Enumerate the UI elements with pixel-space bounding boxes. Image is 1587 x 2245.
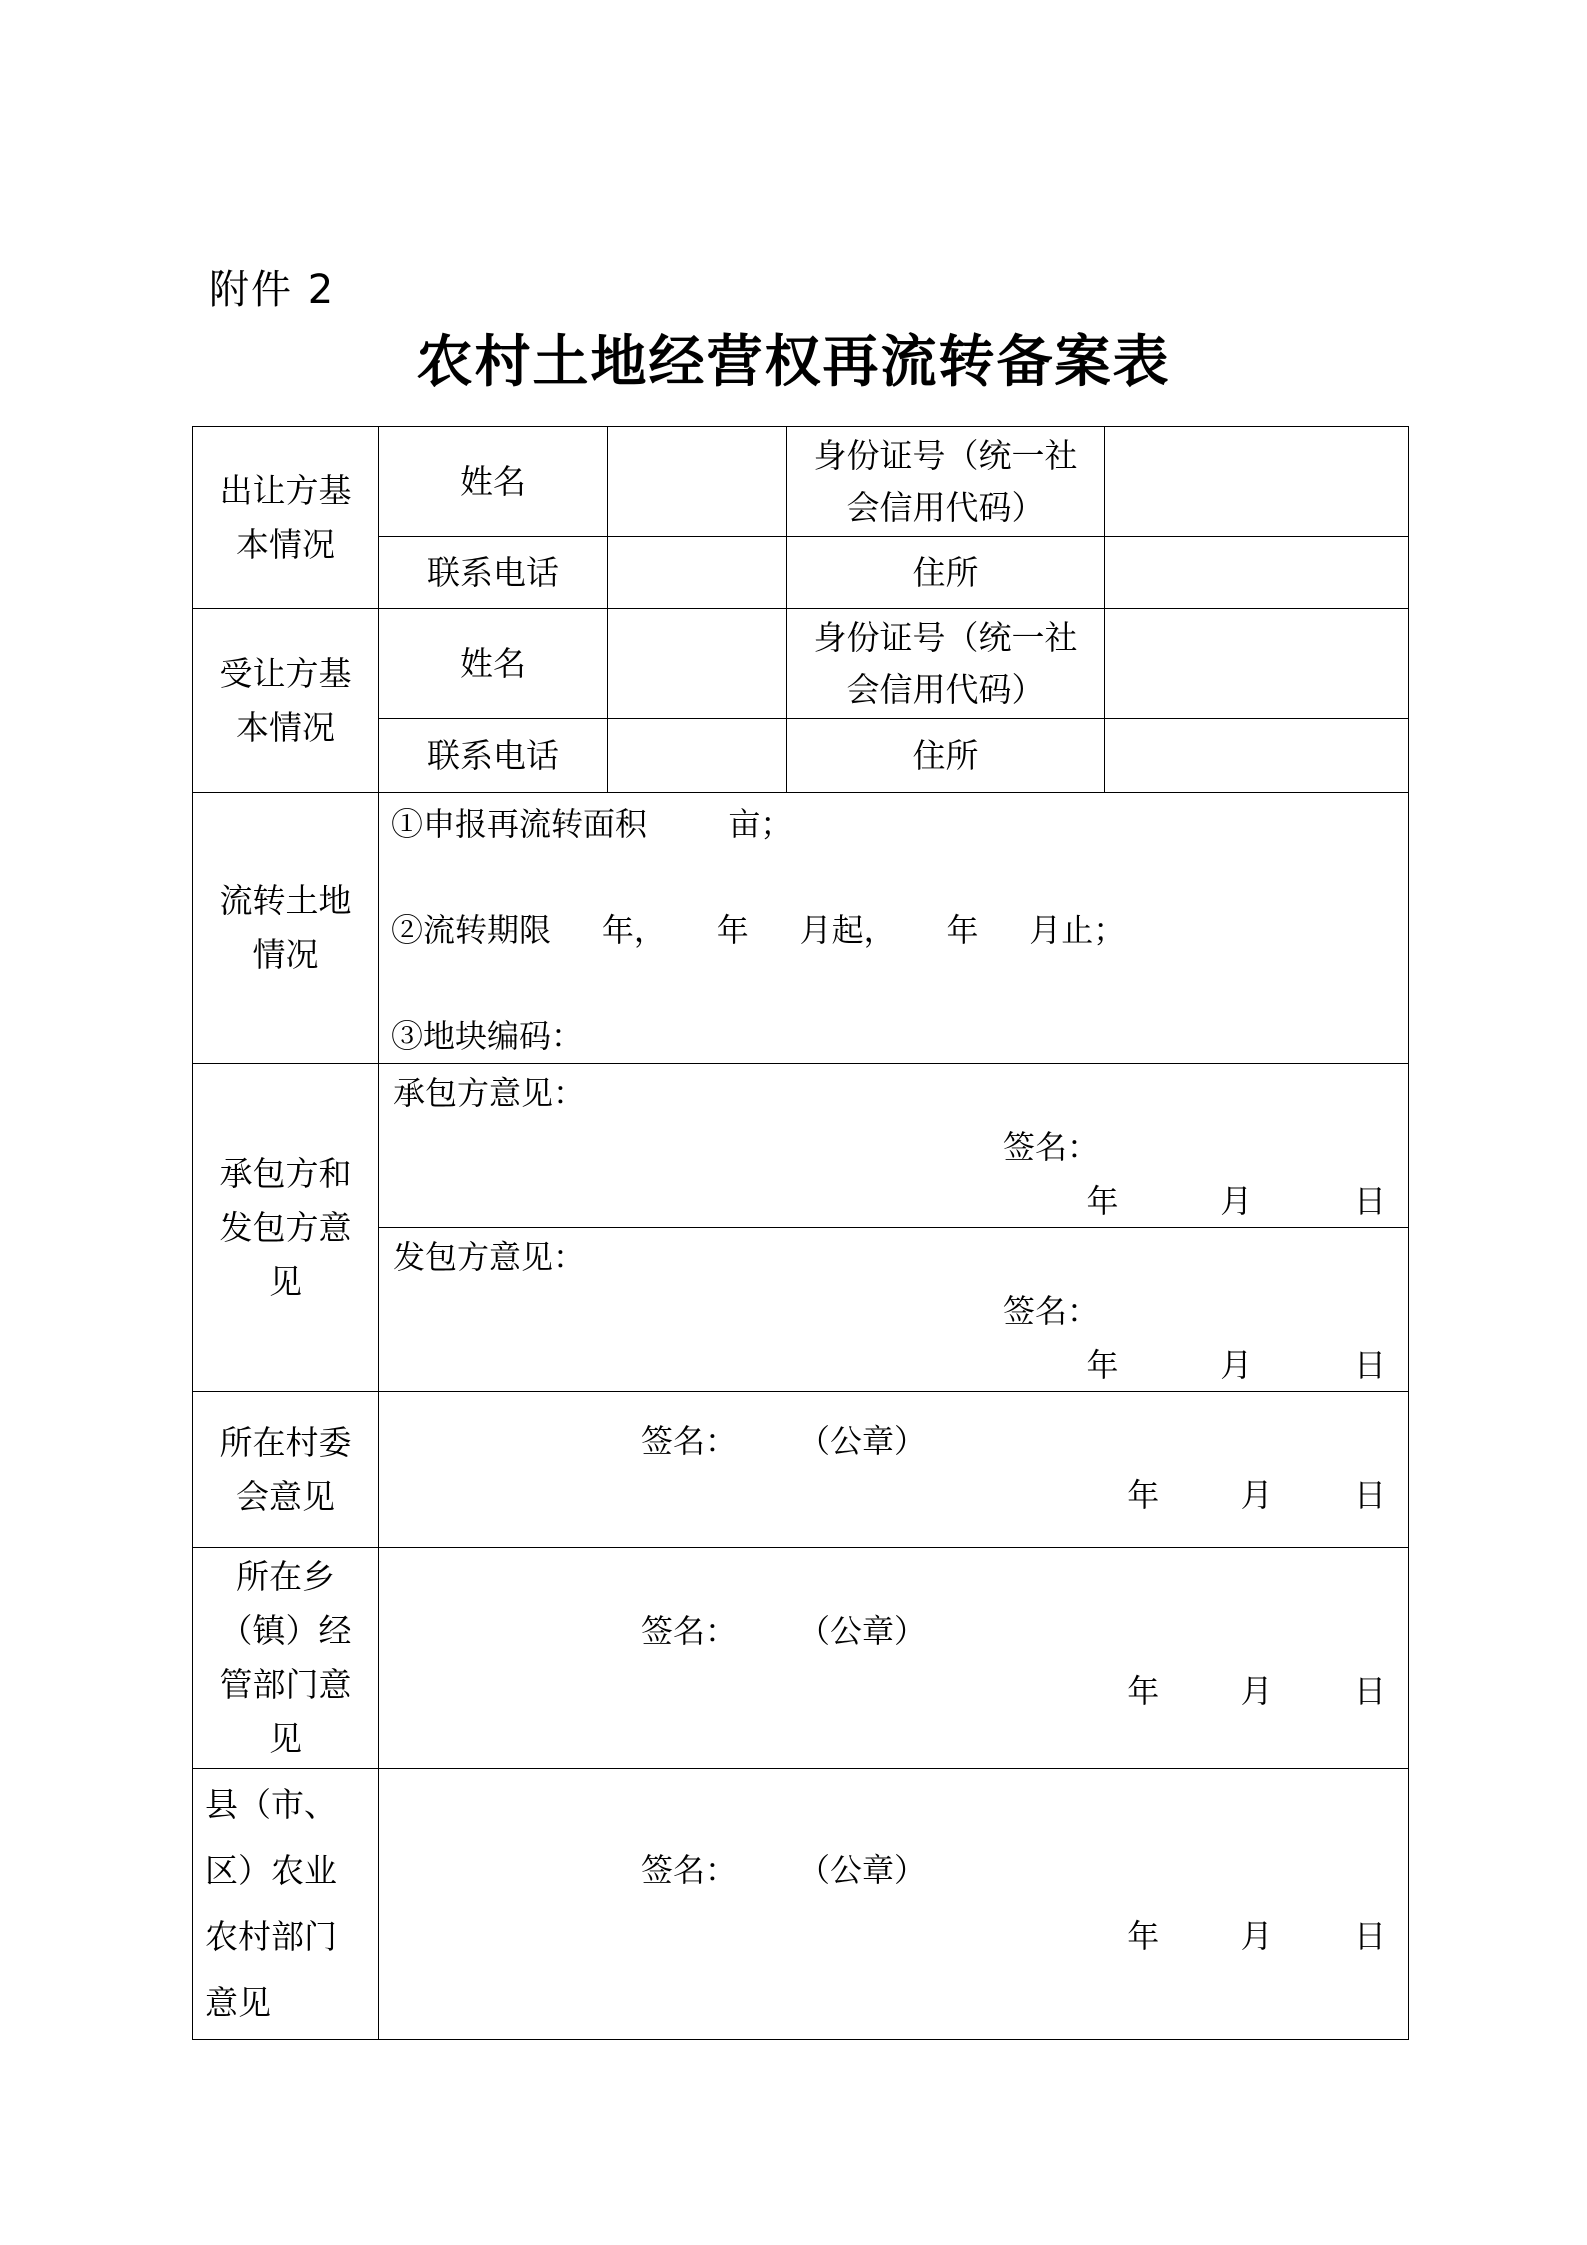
county-date: 年 月 日 — [1127, 1917, 1386, 1955]
village-opinion-cell[interactable] — [379, 1392, 1409, 1548]
land-area-item: ①申报再流转面积 亩； — [391, 805, 793, 843]
town-opinion-cell[interactable] — [379, 1548, 1409, 1769]
transferor-name-field[interactable] — [608, 427, 787, 537]
village-date: 年 月 日 — [1127, 1476, 1386, 1514]
transferee-address-label: 住所 — [787, 719, 1105, 793]
county-opinion-cell[interactable] — [379, 1769, 1409, 2040]
transferee-id-field[interactable] — [1105, 609, 1409, 719]
transferor-id-label: 身份证号（统一社会信用代码） — [787, 427, 1105, 537]
opinions-header: 承包方和发包方意见 — [193, 1064, 379, 1392]
transferor-address-field[interactable] — [1105, 537, 1409, 609]
town-signature-seal: 签名： （公章） — [641, 1612, 927, 1650]
transferor-name-label: 姓名 — [379, 427, 608, 537]
transferee-id-label: 身份证号（统一社会信用代码） — [787, 609, 1105, 719]
attachment-label: 附件 2 — [209, 267, 336, 313]
transferee-name-label: 姓名 — [379, 609, 608, 719]
transferee-header: 受让方基本情况 — [193, 609, 379, 793]
town-header: 所在乡（镇）经管部门意见 — [193, 1548, 379, 1769]
transferee-phone-field[interactable] — [608, 719, 787, 793]
issuer-opinion-cell[interactable] — [379, 1228, 1409, 1392]
village-header: 所在村委会意见 — [193, 1392, 379, 1548]
contractor-signature-label: 签名： — [1003, 1128, 1100, 1166]
transferee-name-field[interactable] — [608, 609, 787, 719]
form-title: 农村土地经营权再流转备案表 — [416, 330, 1171, 395]
transferor-address-label: 住所 — [787, 537, 1105, 609]
town-date: 年 月 日 — [1127, 1672, 1386, 1710]
land-term-item: ②流转期限 年， 年 月起， 年 月止； — [391, 911, 1126, 949]
issuer-signature-label: 签名： — [1003, 1292, 1100, 1330]
contractor-date: 年 月 日 — [1086, 1182, 1386, 1220]
transferee-address-field[interactable] — [1105, 719, 1409, 793]
village-signature-seal: 签名： （公章） — [641, 1422, 927, 1460]
transferor-id-field[interactable] — [1105, 427, 1409, 537]
transferor-phone-field[interactable] — [608, 537, 787, 609]
county-header: 县（市、区）农业农村部门意见 — [193, 1769, 379, 2040]
land-parcel-code-item: ③地块编码： — [391, 1017, 584, 1055]
transferor-header: 出让方基本情况 — [193, 427, 379, 609]
issuer-date: 年 月 日 — [1086, 1346, 1386, 1384]
land-header: 流转土地情况 — [193, 793, 379, 1064]
land-info-cell[interactable] — [379, 793, 1409, 1064]
county-signature-seal: 签名： （公章） — [641, 1851, 927, 1889]
record-form-table — [192, 426, 1409, 2040]
contractor-opinion-cell[interactable] — [379, 1064, 1409, 1228]
contractor-opinion-label: 承包方意见： — [393, 1074, 586, 1112]
transferee-phone-label: 联系电话 — [379, 719, 608, 793]
transferor-phone-label: 联系电话 — [379, 537, 608, 609]
issuer-opinion-label: 发包方意见： — [393, 1238, 586, 1276]
